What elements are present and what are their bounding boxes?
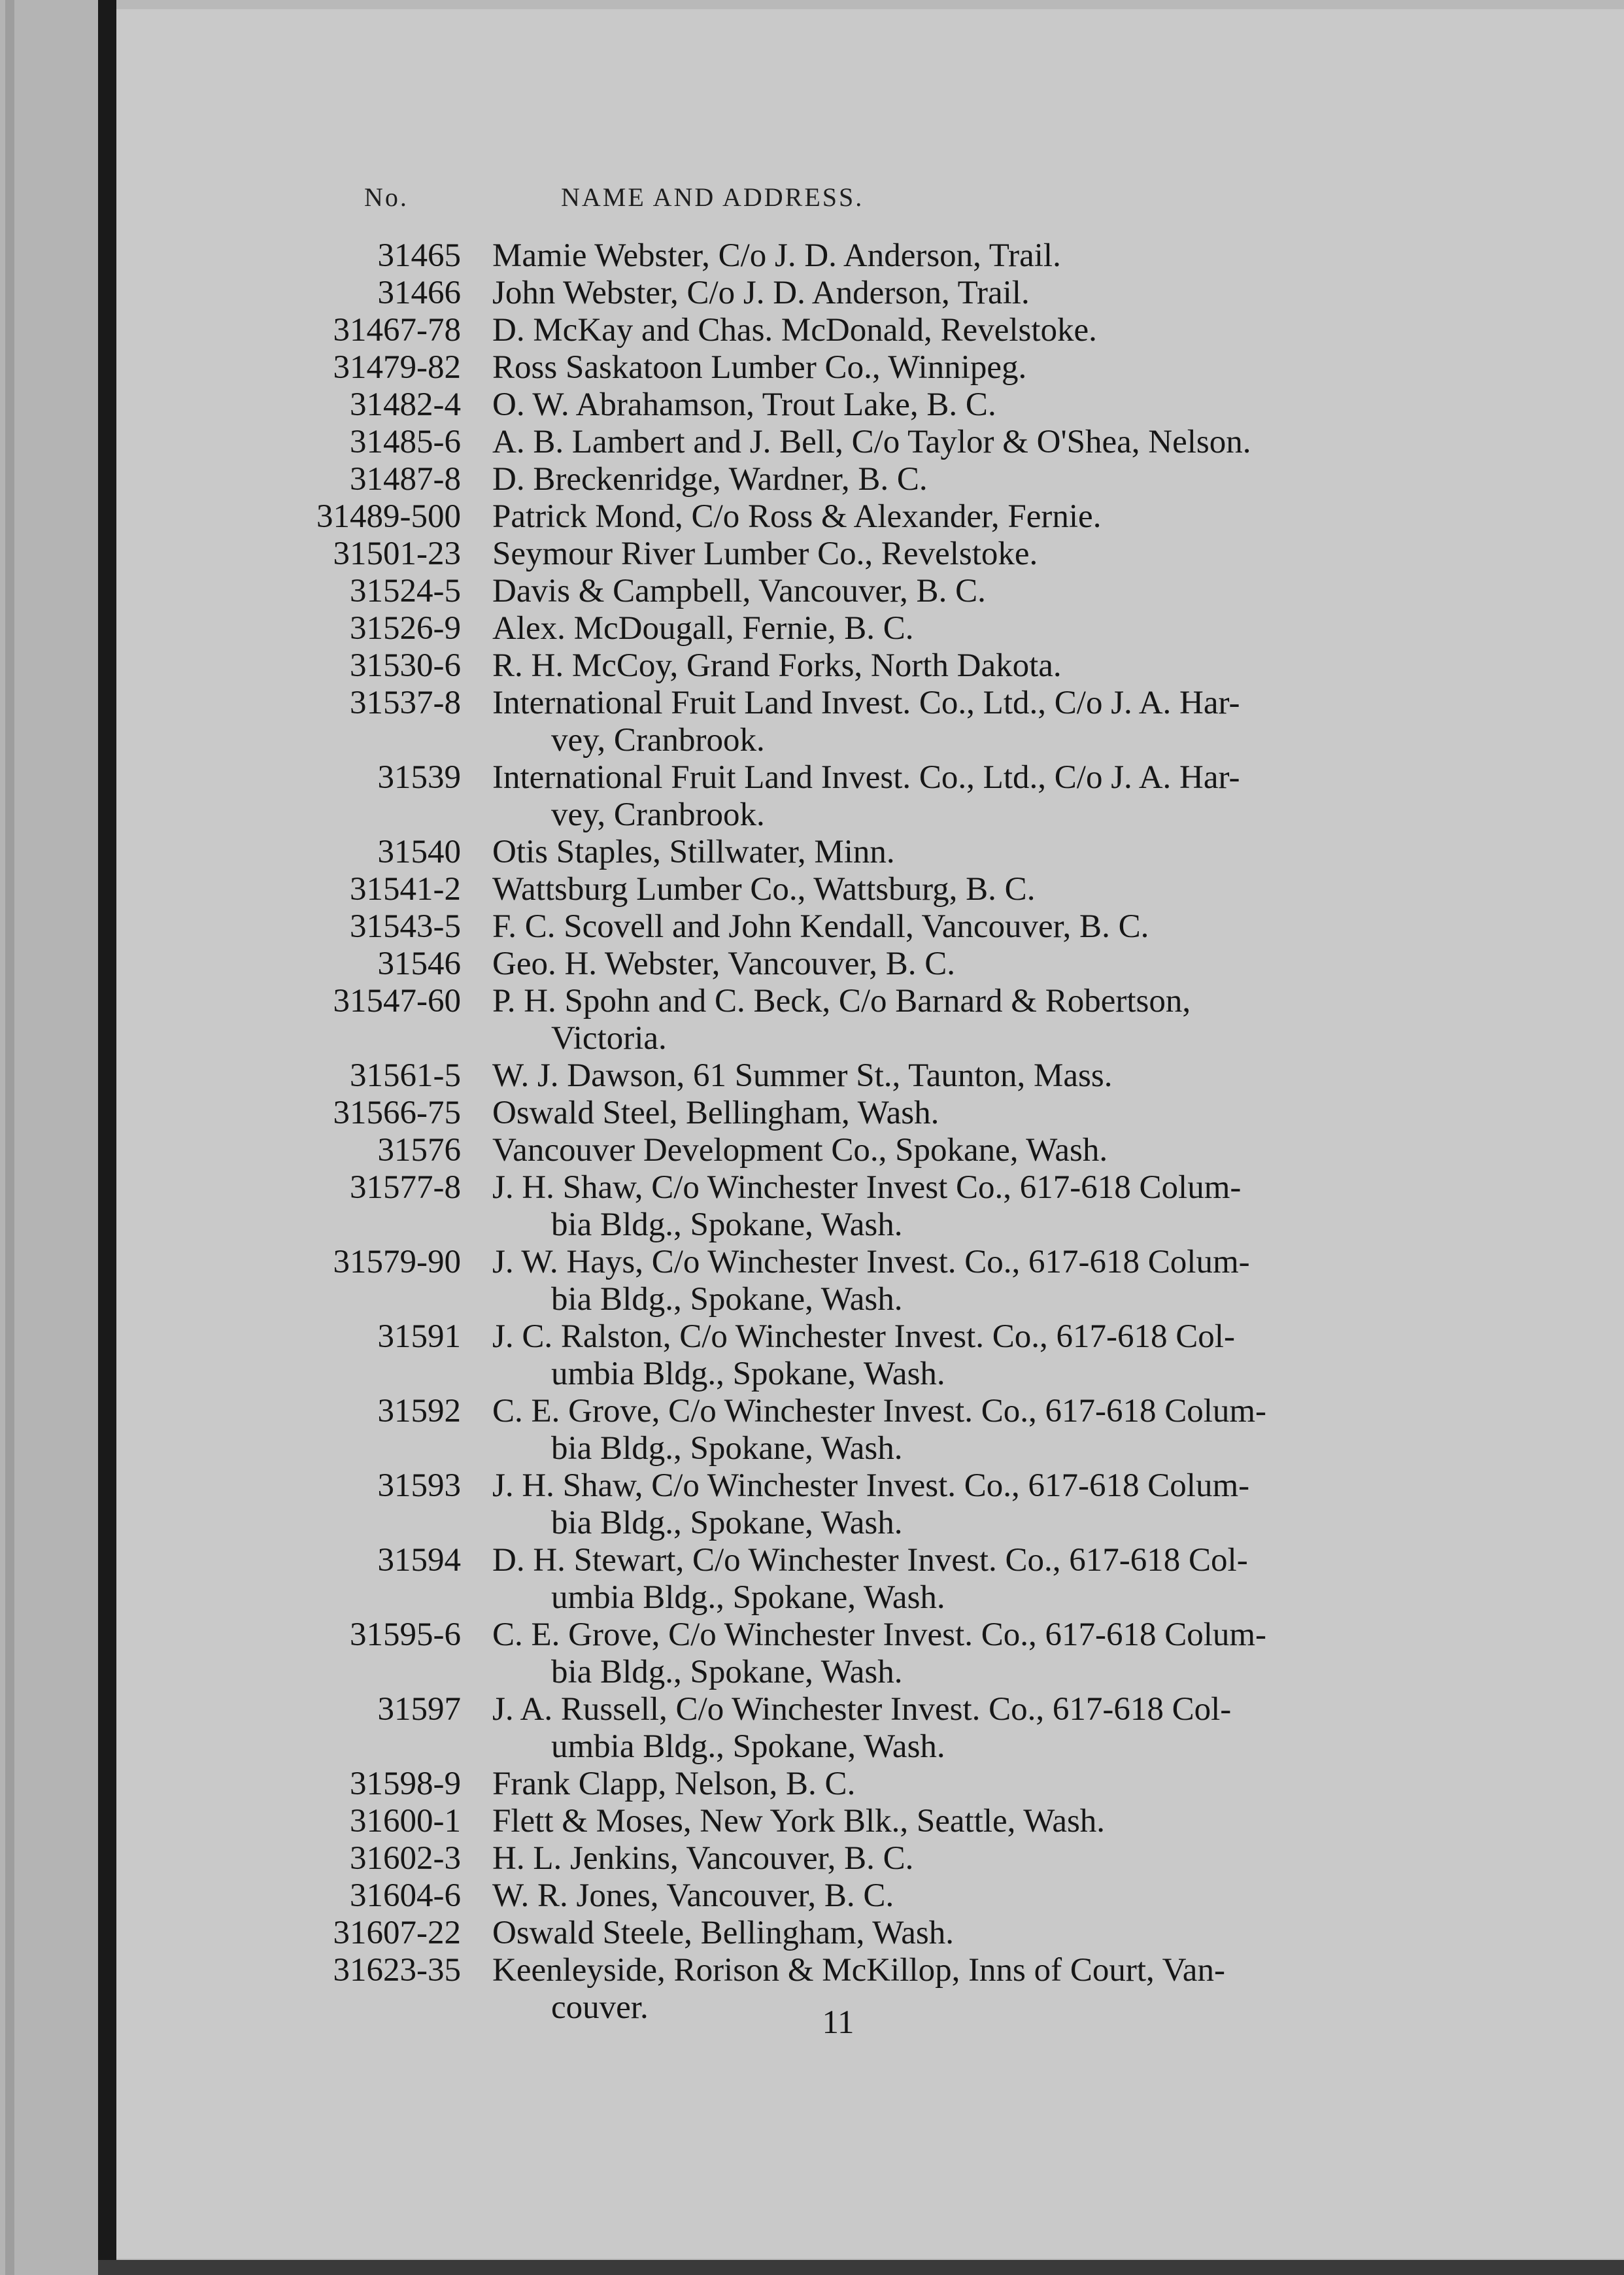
entry-continuation-line: Victoria. [551,1020,667,1057]
entry-continuation-line: vey, Cranbrook. [551,796,765,833]
list-item [0,275,1624,312]
list-item [0,573,1624,610]
entry-name-address [494,834,1375,871]
entry-line: C. E. Grove, C/o Winchester Invest. Co., 617-618 Colum- [492,1616,1267,1653]
entry-number: 31594 [377,1542,461,1579]
entry-line: W. J. Dawson, 61 Summer St., Taunton, Mass. [492,1057,1113,1094]
entry-continuation-line: umbia Bldg., Spokane, Wash. [551,1579,945,1616]
entry-number: 31524-5 [350,573,461,609]
entry-name-address [494,1616,1375,1691]
list-item [0,1169,1624,1244]
entry-number: 31467-78 [333,312,461,349]
entry-number: 31485-6 [350,424,461,460]
entry-line: P. H. Spohn and C. Beck, C/o Barnard & Robertson, [492,983,1191,1019]
entry-continuation-line: couver. [551,1989,649,2026]
list-item [0,536,1624,573]
entry-number: 31479-82 [333,349,461,386]
entry-line: Geo. H. Webster, Vancouver, B. C. [492,946,956,982]
entry-number: 31539 [377,759,461,796]
entry-line: J. W. Hays, C/o Winchester Invest. Co., 617-618 Colum- [492,1244,1250,1280]
entry-continuation-line: bia Bldg., Spokane, Wash. [551,1206,903,1243]
entry-line: J. C. Ralston, C/o Winchester Invest. Co., 617-618 Col- [492,1318,1235,1355]
entry-line: C. E. Grove, C/o Winchester Invest. Co., 617-618 Colum- [492,1393,1267,1429]
entry-continuation-line: umbia Bldg., Spokane, Wash. [551,1356,945,1392]
entry-line: Flett & Moses, New York Blk., Seattle, Wash. [492,1803,1106,1839]
entry-number: 31466 [377,275,461,311]
list-item [0,1840,1624,1877]
entry-name-address [494,1318,1375,1393]
entry-name-address [494,498,1375,536]
entry-line: Seymour River Lumber Co., Revelstoke. [492,536,1038,572]
entry-line: R. H. McCoy, Grand Forks, North Dakota. [492,647,1062,684]
list-item [0,1095,1624,1132]
entry-number: 31593 [377,1467,461,1504]
list-item [0,610,1624,647]
entry-number: 31592 [377,1393,461,1429]
entry-line: Ross Saskatoon Lumber Co., Winnipeg. [492,349,1027,386]
entry-line: F. C. Scovell and John Kendall, Vancouver, B. C. [492,908,1149,945]
entry-line: Davis & Campbell, Vancouver, B. C. [492,573,986,609]
entry-name-address [494,647,1375,685]
entry-name-address [494,312,1375,349]
entry-name-address [494,536,1375,573]
entry-name-address [494,610,1375,647]
entry-name-address [494,461,1375,498]
entry-continuation-line: bia Bldg., Spokane, Wash. [551,1654,903,1690]
entry-line: Oswald Steele, Bellingham, Wash. [492,1915,955,1951]
name-address-column-header: NAME AND ADDRESS. [561,182,864,212]
list-item [0,1691,1624,1766]
entry-line: O. W. Abrahamson, Trout Lake, B. C. [492,386,996,423]
entry-name-address [494,908,1375,946]
list-item [0,237,1624,275]
entry-name-address [494,1766,1375,1803]
entry-number: 31604-6 [350,1877,461,1914]
list-item [0,386,1624,424]
entry-number: 31540 [377,834,461,870]
list-item [0,1616,1624,1691]
list-item [0,498,1624,536]
entry-number: 31595-6 [350,1616,461,1653]
entry-continuation-line: umbia Bldg., Spokane, Wash. [551,1728,945,1765]
list-item [0,908,1624,946]
list-item [0,759,1624,834]
entry-name-address [494,1803,1375,1840]
list-item [0,1877,1624,1915]
entry-continuation-line: vey, Cranbrook. [551,722,765,759]
entry-name-address [494,1952,1375,2027]
entry-number: 31591 [377,1318,461,1355]
entry-line: Vancouver Development Co., Spokane, Wash. [492,1132,1108,1169]
list-item [0,1244,1624,1318]
list-item [0,1467,1624,1542]
entry-line: D. McKay and Chas. McDonald, Revelstoke. [492,312,1097,349]
entry-continuation-line: bia Bldg., Spokane, Wash. [551,1505,903,1541]
entry-name-address [494,424,1375,461]
entry-name-address [494,1915,1375,1952]
number-column-header: No. [364,182,409,212]
entry-number: 31561-5 [350,1057,461,1094]
entry-number: 31465 [377,237,461,274]
list-item [0,312,1624,349]
entry-number: 31602-3 [350,1840,461,1877]
entry-number: 31623-35 [333,1952,461,1989]
list-item [0,983,1624,1057]
entry-number: 31597 [377,1691,461,1728]
entry-name-address [494,1095,1375,1132]
entry-name-address [494,1877,1375,1915]
entry-line: A. B. Lambert and J. Bell, C/o Taylor & O'Shea, Nelson. [492,424,1251,460]
entry-name-address [494,349,1375,386]
entry-name-address [494,275,1375,312]
entry-name-address [494,685,1375,759]
list-item [0,1393,1624,1467]
list-item [0,647,1624,685]
entry-line: D. Breckenridge, Wardner, B. C. [492,461,928,498]
entry-line: Frank Clapp, Nelson, B. C. [492,1766,856,1802]
entry-name-address [494,871,1375,908]
entry-name-address [494,1542,1375,1616]
entry-number: 31547-60 [333,983,461,1019]
entry-name-address [494,1691,1375,1766]
list-item [0,461,1624,498]
entry-line: Oswald Steel, Bellingham, Wash. [492,1095,939,1131]
entry-name-address [494,1169,1375,1244]
entry-line: Wattsburg Lumber Co., Wattsburg, B. C. [492,871,1036,908]
entry-number: 31600-1 [350,1803,461,1839]
entry-line: Otis Staples, Stillwater, Minn. [492,834,895,870]
list-item [0,1132,1624,1169]
entry-number: 31541-2 [350,871,461,908]
list-item [0,834,1624,871]
list-item [0,424,1624,461]
entry-number: 31546 [377,946,461,982]
list-item [0,1318,1624,1393]
list-item [0,685,1624,759]
entry-name-address [494,946,1375,983]
list-item [0,349,1624,386]
entry-number: 31489-500 [316,498,461,535]
entry-number: 31526-9 [350,610,461,647]
entry-line: D. H. Stewart, C/o Winchester Invest. Co., 617-618 Col- [492,1542,1248,1579]
entry-list [0,237,1624,2027]
list-item [0,1915,1624,1952]
entry-name-address [494,237,1375,275]
entry-name-address [494,1132,1375,1169]
list-item [0,871,1624,908]
entry-line: Patrick Mond, C/o Ross & Alexander, Fernie. [492,498,1102,535]
entry-name-address [494,759,1375,834]
list-item [0,1542,1624,1616]
entry-number: 31482-4 [350,386,461,423]
list-item [0,946,1624,983]
entry-number: 31487-8 [350,461,461,498]
entry-number: 31579-90 [333,1244,461,1280]
entry-number: 31566-75 [333,1095,461,1131]
entry-number: 31607-22 [333,1915,461,1951]
entry-line: J. H. Shaw, C/o Winchester Invest. Co., 617-618 Colum- [492,1467,1250,1504]
entry-line: John Webster, C/o J. D. Anderson, Trail. [492,275,1030,311]
list-item [0,1766,1624,1803]
entry-number: 31543-5 [350,908,461,945]
entry-name-address [494,1057,1375,1095]
entry-line: W. R. Jones, Vancouver, B. C. [492,1877,894,1914]
entry-continuation-line: bia Bldg., Spokane, Wash. [551,1430,903,1467]
entry-name-address [494,1244,1375,1318]
entry-line: Alex. McDougall, Fernie, B. C. [492,610,914,647]
entry-line: J. H. Shaw, C/o Winchester Invest Co., 617-618 Colum- [492,1169,1242,1206]
page-number: 11 [822,2004,854,2041]
entry-name-address [494,573,1375,610]
entry-name-address [494,983,1375,1057]
entry-number: 31598-9 [350,1766,461,1802]
entry-line: H. L. Jenkins, Vancouver, B. C. [492,1840,914,1877]
entry-line: Keenleyside, Rorison & McKillop, Inns of Court, Van- [492,1952,1225,1989]
entry-name-address [494,1840,1375,1877]
entry-name-address [494,1467,1375,1542]
entry-number: 31577-8 [350,1169,461,1206]
entry-continuation-line: bia Bldg., Spokane, Wash. [551,1281,903,1318]
entry-number: 31530-6 [350,647,461,684]
entry-number: 31537-8 [350,685,461,721]
entry-line: J. A. Russell, C/o Winchester Invest. Co., 617-618 Col- [492,1691,1232,1728]
page-bottom-shadow [98,2260,1624,2275]
list-item [0,1803,1624,1840]
entry-line: Mamie Webster, C/o J. D. Anderson, Trail. [492,237,1061,274]
entry-number: 31576 [377,1132,461,1169]
entry-name-address [494,1393,1375,1467]
list-item [0,1057,1624,1095]
entry-line: International Fruit Land Invest. Co., Ltd., C/o J. A. Har- [492,759,1240,796]
entry-name-address [494,386,1375,424]
entry-number: 31501-23 [333,536,461,572]
entry-line: International Fruit Land Invest. Co., Ltd., C/o J. A. Har- [492,685,1240,721]
